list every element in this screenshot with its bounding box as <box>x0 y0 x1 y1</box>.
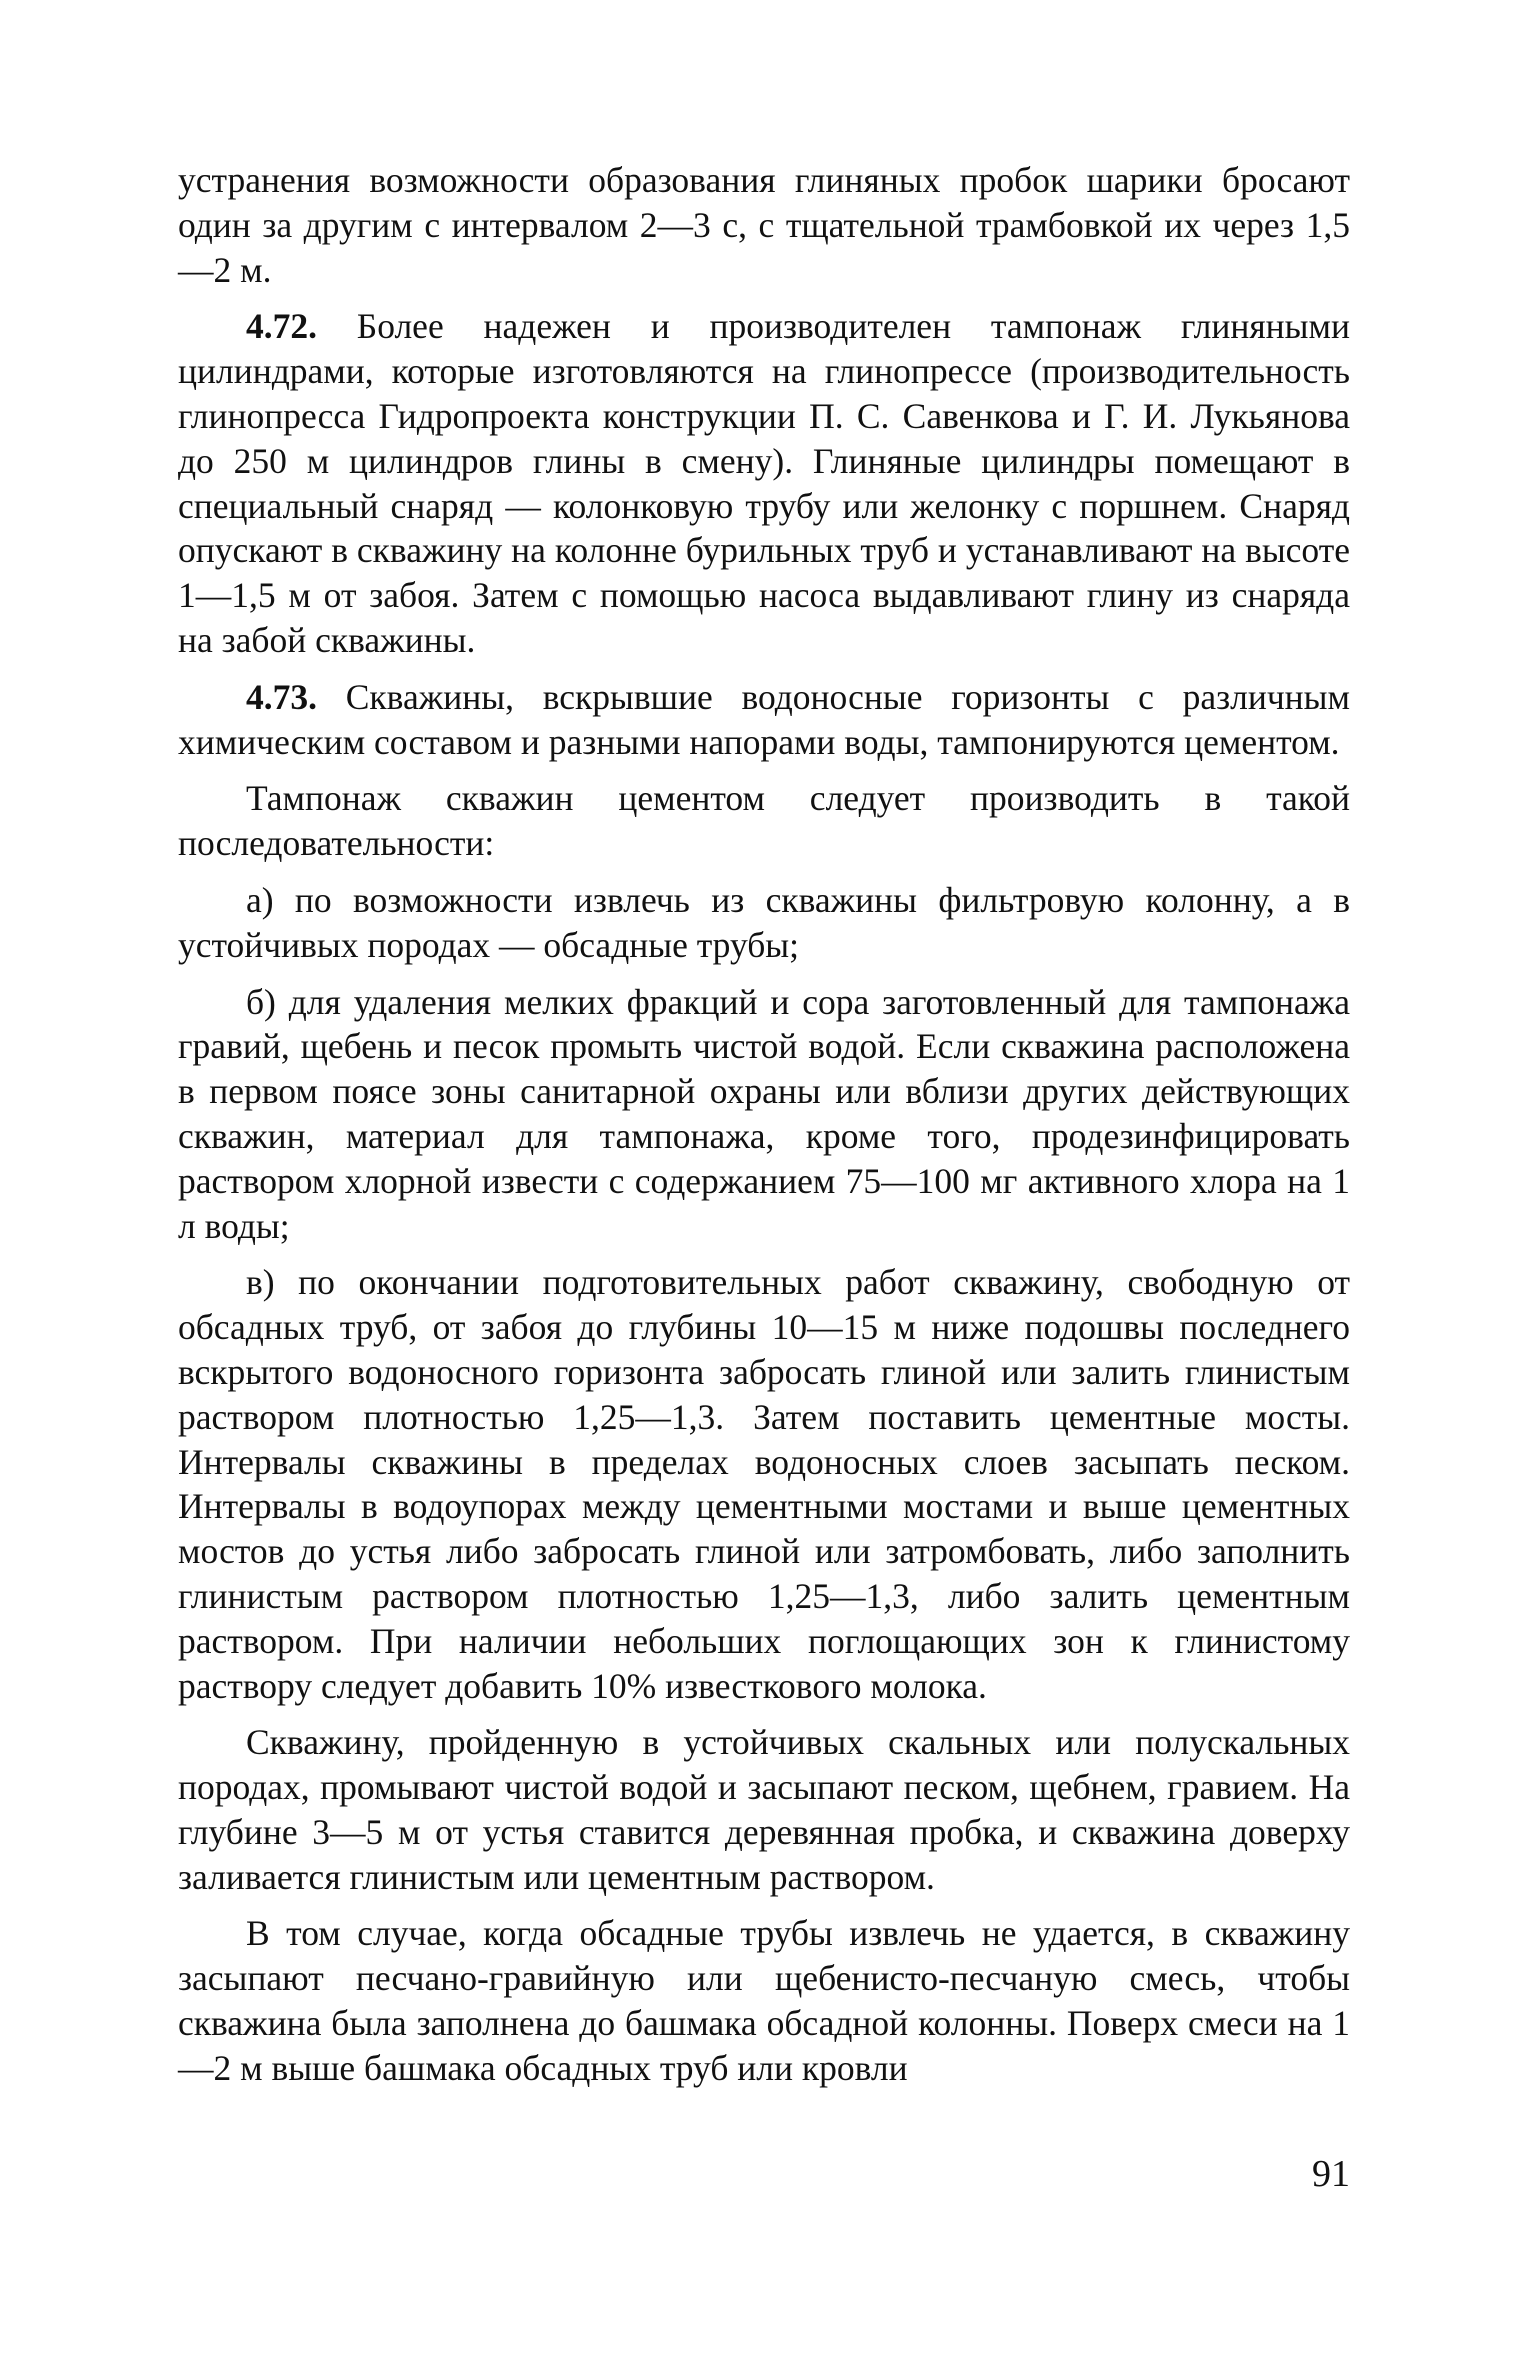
list-item-a: а) по возможности извлечь из скважины фильтровую колонну, а в устойчивых породах — обсадные трубы; <box>178 879 1350 965</box>
paragraph-cementing-intro: Тампонаж скважин цементом следует производить в такой последовательности: <box>178 778 1350 864</box>
paragraph-text: Более надежен и производителен тампонаж глиняными цилиндрами, которые изготовляются на глинопрессе (производительность глинопресса Гидропроекта конструкции П. С. Савенкова и Г. И. Лукьянова до 250 м цилиндров глины в смену). Глиняные цилиндры помещают в специальный снаряд — колонковую трубу или желонку с поршнем. Снаряд опускают в скважину на колонне бурильных труб и устанавливают на высоте 1—1,5 м от забоя. Затем с помощью насоса выдавливают глину из снаряда на забой скважины. <box>178 306 1350 660</box>
list-item-c: в) по окончании подготовительных работ скважину, свободную от обсадных труб, от забоя до глубины 10—15 м ниже подошвы последнего вскрытого водоносного горизонта забросать глиной или залить глинистым раствором плотностью 1,25—1,3. Затем поставить цементные мосты. Интервалы скважины в пределах водоносных слоев засыпать песком. Интервалы в водоупорах между цементными мостами и выше цементных мостов до устья либо забросать глиной или затромбовать, либо заполнить глинистым раствором плотностью 1,25—1,3, либо залить цементным раствором. При наличии небольших поглощающих зон к глинистому раствору следует добавить 10% известкового молока. <box>178 1262 1350 1706</box>
paragraph-4-73 <box>178 675 1350 765</box>
page-number: 91 <box>1312 2153 1350 2195</box>
paragraph-continuation: устранения возможности образования глиняных пробок шарики бросают один за другим с интервалом 2—3 с, с тщательной трамбовкой их через 1,5—2 м. <box>178 160 1350 290</box>
paragraph-number: 4.72. <box>246 306 317 347</box>
paragraph-casing-not-removed: В том случае, когда обсадные трубы извлечь не удается, в скважину засыпают песчано-гравийную или щебенисто-песчаную смесь, чтобы скважина была заполнена до башмака обсадной колонны. Поверх смеси на 1—2 м выше башмака обсадных труб или кровли <box>178 1913 1350 2088</box>
paragraph-number: 4.73. <box>246 676 317 717</box>
page-body <box>178 158 1350 2091</box>
paragraph-4-72 <box>178 304 1350 662</box>
list-item-b: б) для удаления мелких фракций и сора заготовленный для тампонажа гравий, щебень и песок промыть чистой водой. Если скважина расположена в первом поясе зоны санитарной охраны или вблизи других действующих скважин, материал для тампонажа, кроме того, продезинфицировать раствором хлорной извести с содержанием 75—100 мг активного хлора на 1 л воды; <box>178 981 1350 1246</box>
paragraph-rock-wells: Скважину, пройденную в устойчивых скальных или полускальных породах, промывают чистой водой и засыпают песком, щебнем, гравием. На глубине 3—5 м от устья ставится деревянная пробка, и скважина доверху заливается глинистым или цементным раствором. <box>178 1722 1350 1897</box>
paragraph-text: Скважины, вскрывшие водоносные горизонты с различным химическим составом и разными напорами воды, тампонируются цементом. <box>178 676 1350 762</box>
